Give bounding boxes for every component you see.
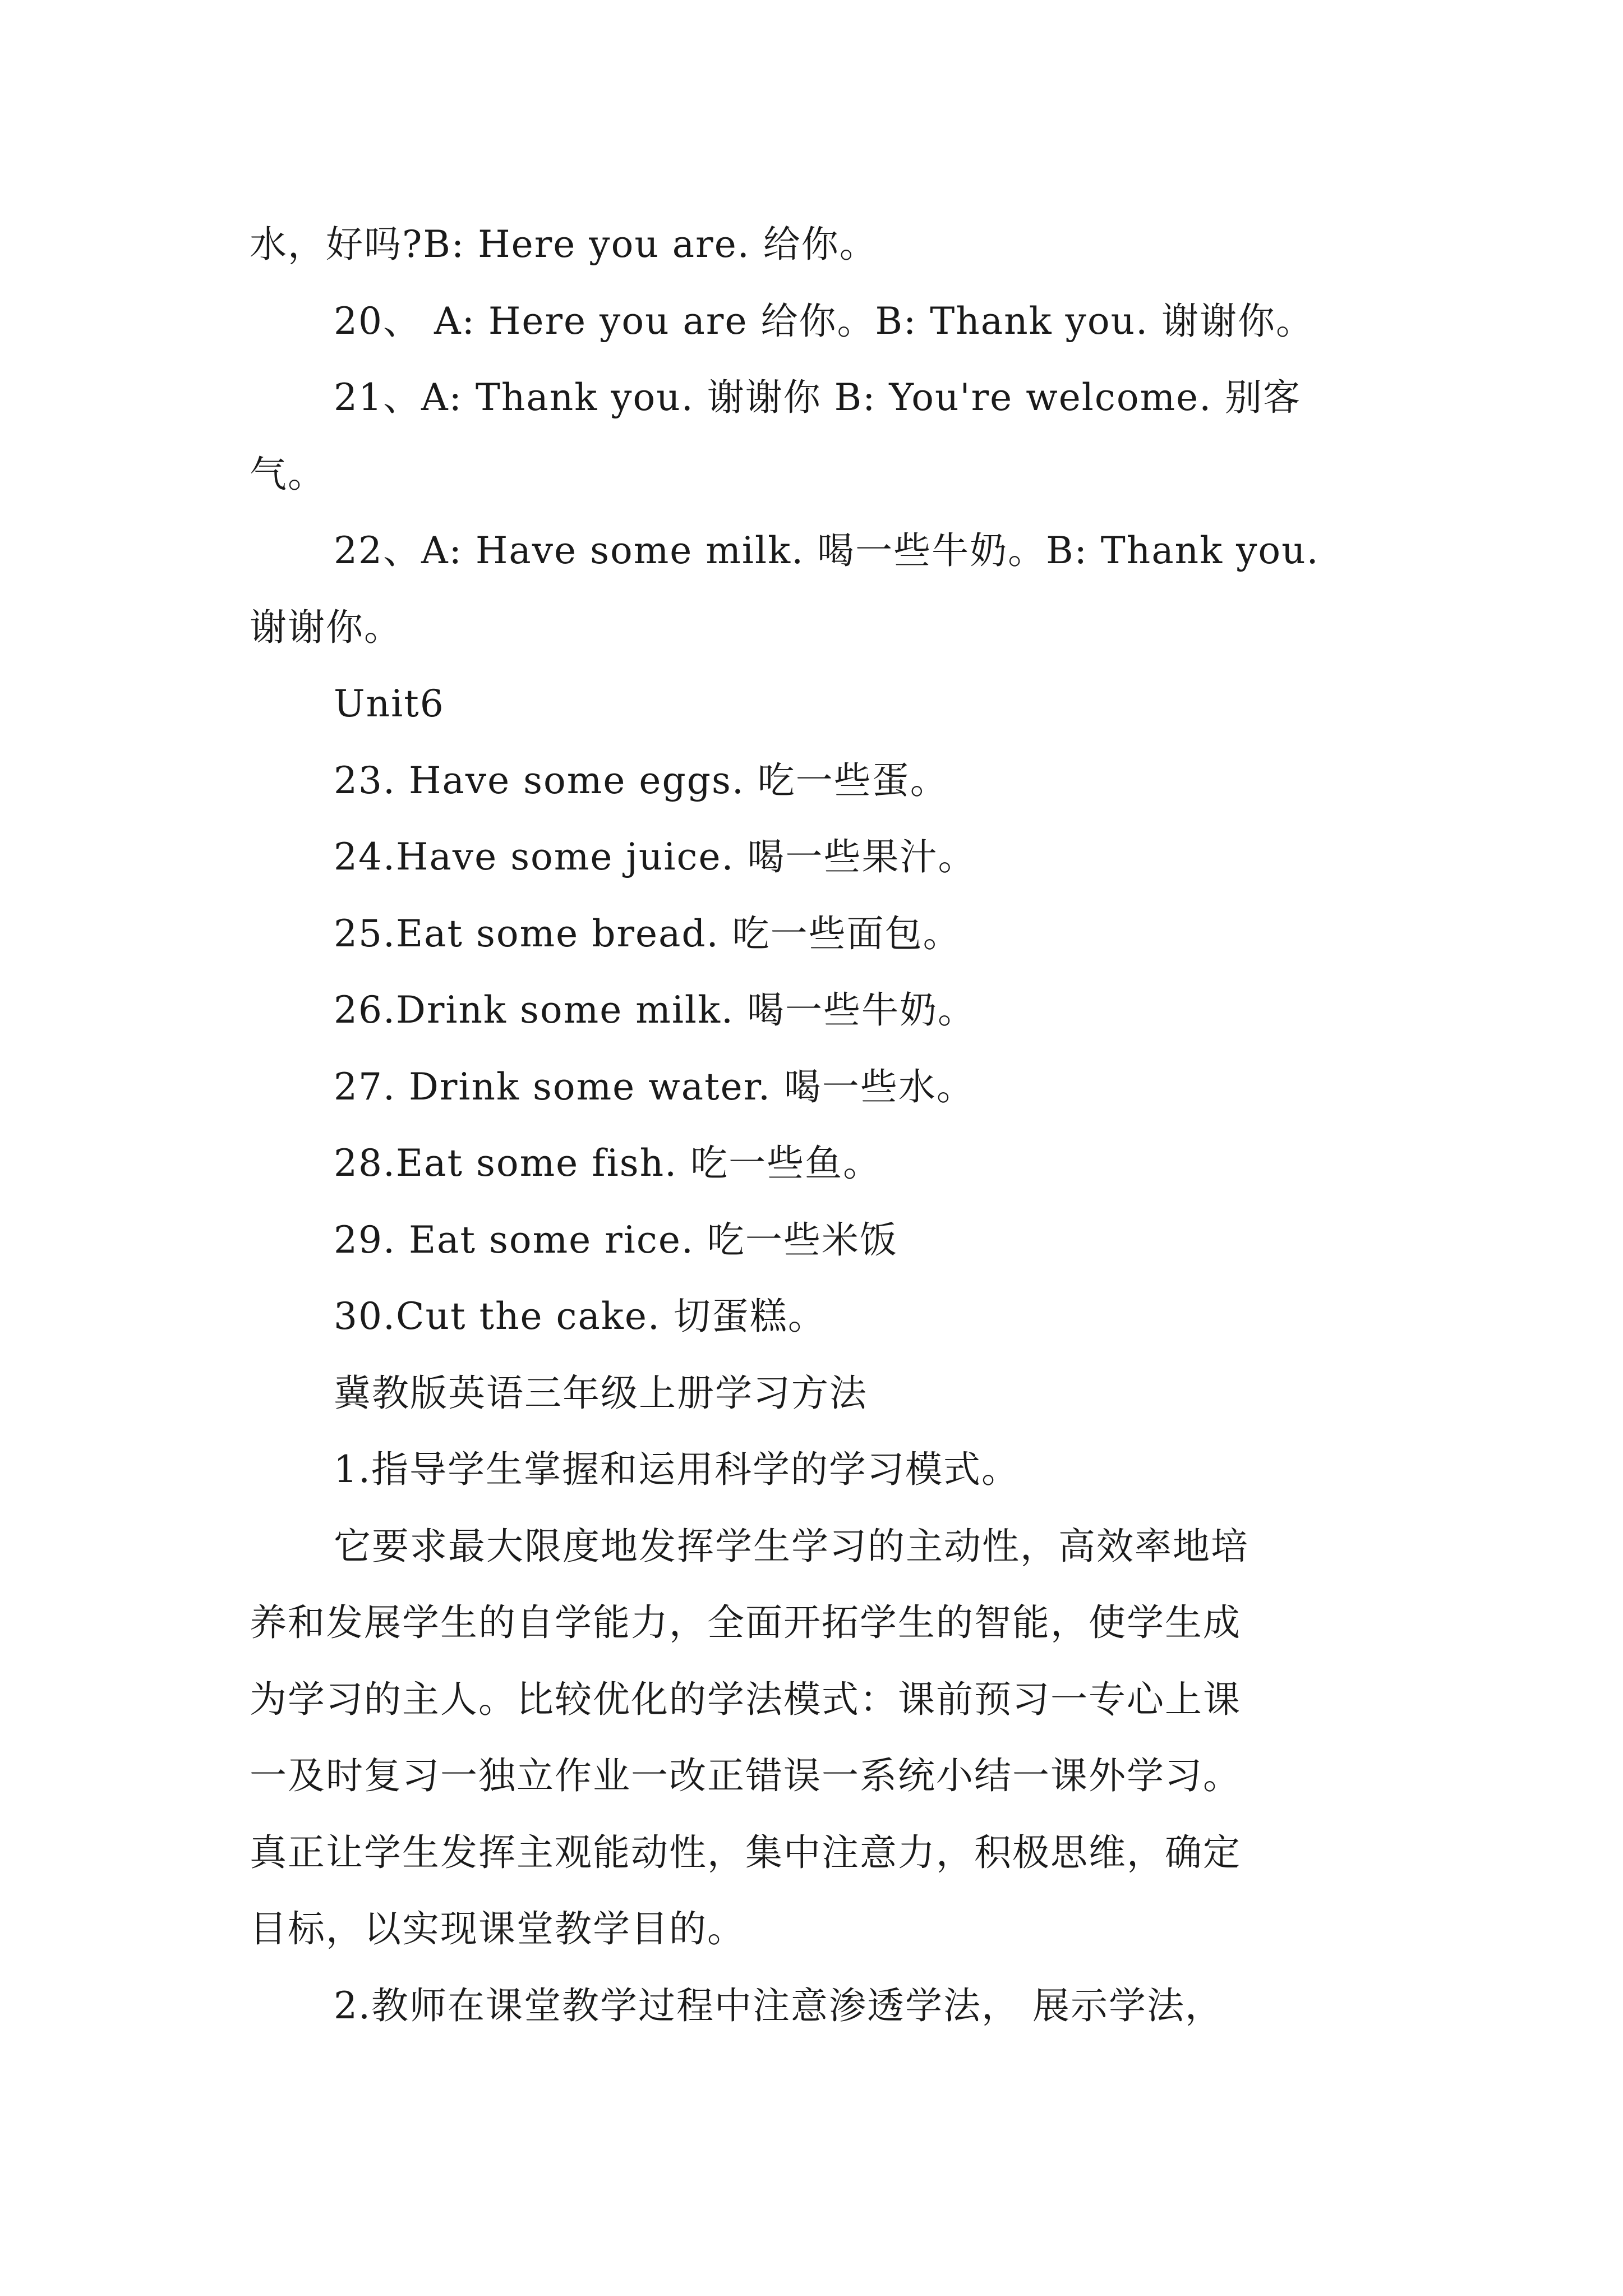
section-heading: Unit6 (334, 682, 445, 725)
document-body (250, 217, 1506, 2054)
section-heading: 冀教版英语三年级上册学习方法 (334, 1371, 868, 1415)
text-line: 20、 A: Here you are 给你。B: Thank you. 谢谢你。 (334, 299, 1315, 343)
text-line: 23. Have some eggs. 吃一些蛋。 (334, 758, 948, 802)
text-line: 24.Have some juice. 喝一些果汁。 (334, 835, 976, 878)
text-line: 一及时复习一独立作业一改正错误一系统小结一课外学习。 (250, 1754, 1241, 1797)
text-line: 它要求最大限度地发挥学生学习的主动性，高效率地培 (334, 1524, 1249, 1568)
text-line: 气。 (250, 452, 326, 496)
text-line: 为学习的主人。比较优化的学法模式：课前预习一专心上课 (250, 1677, 1241, 1721)
text-line: 谢谢你。 (250, 605, 402, 649)
text-line: 25.Eat some bread. 吃一些面包。 (334, 912, 961, 955)
text-line: 养和发展学生的自学能力，全面开拓学生的智能，使学生成 (250, 1601, 1241, 1644)
text-line: 27. Drink some water. 喝一些水。 (334, 1065, 975, 1108)
text-line: 22、A: Have some milk. 喝一些牛奶。B: Thank you. (334, 529, 1320, 572)
text-line: 目标，以实现课堂教学目的。 (250, 1907, 745, 1950)
text-line: 26.Drink some milk. 喝一些牛奶。 (334, 988, 976, 1032)
text-line: 水，好吗?B: Here you are. 给你。 (250, 223, 878, 266)
text-line: 真正让学生发挥主观能动性，集中注意力，积极思维，确定 (250, 1830, 1241, 1874)
text-line: 2.教师在课堂教学过程中注意渗透学法， 展示学法， (334, 1984, 1223, 2027)
text-line: 28.Eat some fish. 吃一些鱼。 (334, 1142, 882, 1185)
text-line: 1.指导学生掌握和运用科学的学习模式。 (334, 1448, 1020, 1491)
text-line: 21、A: Thank you. 谢谢你 B: You're welcome. 别客 (334, 376, 1302, 419)
text-line: 29. Eat some rice. 吃一些米饭 (334, 1218, 898, 1262)
text-line: 30.Cut the cake. 切蛋糕。 (334, 1295, 826, 1338)
